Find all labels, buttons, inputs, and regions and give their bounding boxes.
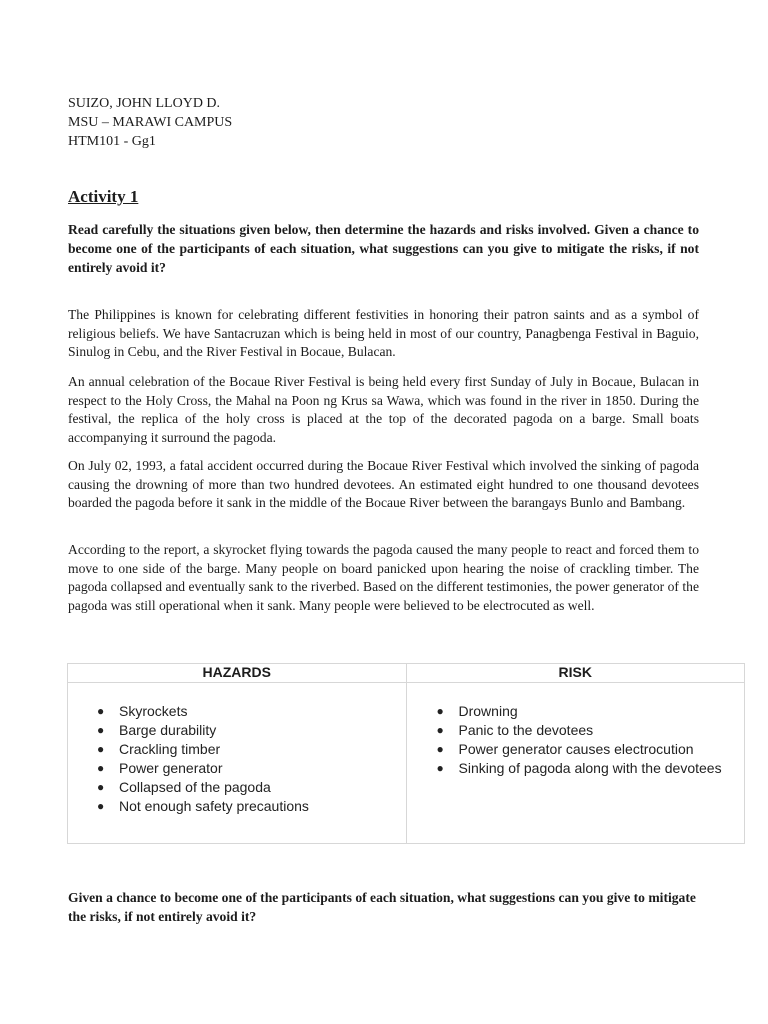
paragraph-festival: An annual celebration of the Bocaue River Festival is being held every first Sunday of July in Bocaue, Bulacan in respect to the Holy Cross, the Mahal na Poon ng Krus sa Wawa, which was found in the river in 1850. During the festival, the replica of the holy cross is placed at the top of the decorated pagoda on a barge. Small boats accompanying it surround the pagoda. (68, 374, 699, 445)
hazards-risk-table (67, 663, 745, 844)
activity-instructions: Read carefully the situations given below, then determine the hazards and risks involved. Given a chance to become one of the participants of each situation, what suggestions can you give to mitigate the risks, if not entirely avoid it? (68, 222, 699, 275)
risk-list (407, 702, 745, 778)
hazards-cell (68, 683, 407, 844)
risk-item: ● Panic to the devotees (459, 721, 739, 740)
hazard-item: ● Skyrockets (119, 702, 406, 721)
paragraph-accident: On July 02, 1993, a fatal accident occurred during the Bocaue River Festival which involved the sinking of pagoda causing the drowning of more than two hundred devotees. An estimated eight hundred to one thousand devotees boarded the pagoda before it sank in the middle of the Bocaue River between the barangays Bunlo and Bambang. (68, 458, 699, 511)
hazard-item: ● Collapsed of the pagoda (119, 778, 406, 797)
hazard-item: ● Crackling timber (119, 740, 406, 759)
risk-item: ● Drowning (459, 702, 739, 721)
paragraph-intro: The Philippines is known for celebrating different festivities in honoring their patron saints and as a symbol of religious beliefs. We have Santacruzan which is being held in most of our country, Panagbenga Festival in Baguio, Sinulog in Cebu, and the River Festival in Bocaue, Bulacan. (68, 307, 699, 360)
risk-item: ● Power generator causes electrocution (459, 740, 739, 759)
student-header (68, 94, 232, 151)
hazards-header: HAZARDS (68, 664, 407, 683)
follow-up-question: Given a chance to become one of the participants of each situation, what suggestions can you give to mitigate the risks, if not entirely avoid it? (68, 890, 696, 924)
hazard-item: ● Power generator (119, 759, 406, 778)
course-code: HTM101 - Gg1 (68, 134, 156, 149)
activity-title: Activity 1 (68, 187, 139, 206)
risk-header: RISK (406, 664, 745, 683)
hazard-item: ● Barge durability (119, 721, 406, 740)
risk-item: ● Sinking of pagoda along with the devotees (459, 759, 739, 778)
risk-cell (406, 683, 745, 844)
student-name: SUIZO, JOHN LLOYD D. (68, 96, 221, 111)
hazards-list (68, 702, 406, 816)
paragraph-report: According to the report, a skyrocket flying towards the pagoda caused the many people to react and forced them to move to one side of the barge. Many people on board panicked upon hearing the noise of crackling timber. The pagoda collapsed and eventually sank to the riverbed. Based on the different testimonies, the power generator of the pagoda was still operational when it sank. Many people were believed to be electrocuted as well. (68, 542, 699, 613)
campus: MSU – MARAWI CAMPUS (68, 115, 233, 130)
hazard-item: ● Not enough safety precautions (119, 797, 406, 816)
